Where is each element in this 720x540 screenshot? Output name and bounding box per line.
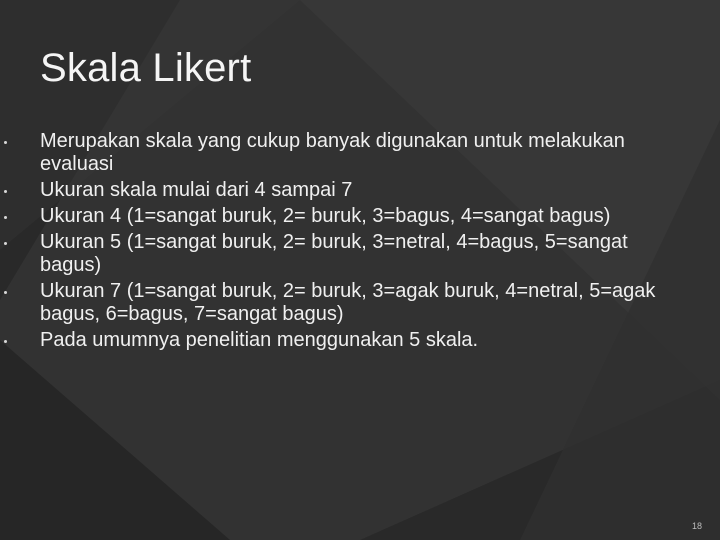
bullet-item <box>0 329 680 352</box>
bullet-dot-icon <box>4 190 7 193</box>
slide-number: 18 <box>691 521 702 531</box>
bullet-item <box>0 130 680 176</box>
bullet-item <box>0 231 680 277</box>
bullet-dot-icon <box>4 242 7 245</box>
bullet-dot-icon <box>4 141 7 144</box>
bullet-item <box>0 205 680 228</box>
bullet-text: Pada umumnya penelitian menggunakan 5 skala. <box>40 329 479 351</box>
bullet-text: Ukuran skala mulai dari 4 sampai 7 <box>40 179 353 201</box>
bullet-list <box>0 130 680 355</box>
bullet-text: Ukuran 5 (1=sangat buruk, 2= buruk, 3=netral, 4=bagus, 5=sangat bagus) <box>40 231 628 276</box>
bullet-dot-icon <box>4 291 7 294</box>
bullet-text: Merupakan skala yang cukup banyak digunakan untuk melakukan evaluasi <box>40 130 625 175</box>
bullet-item <box>0 280 680 326</box>
bullet-dot-icon <box>4 216 7 219</box>
bullet-text: Ukuran 7 (1=sangat buruk, 2= buruk, 3=agak buruk, 4=netral, 5=agak bagus, 6=bagus, 7=sangat bagus) <box>40 280 656 325</box>
bullet-text: Ukuran 4 (1=sangat buruk, 2= buruk, 3=bagus, 4=sangat bagus) <box>40 205 611 227</box>
bullet-dot-icon <box>4 340 7 343</box>
slide-title: Skala Likert <box>40 46 252 90</box>
bullet-item <box>0 179 680 202</box>
